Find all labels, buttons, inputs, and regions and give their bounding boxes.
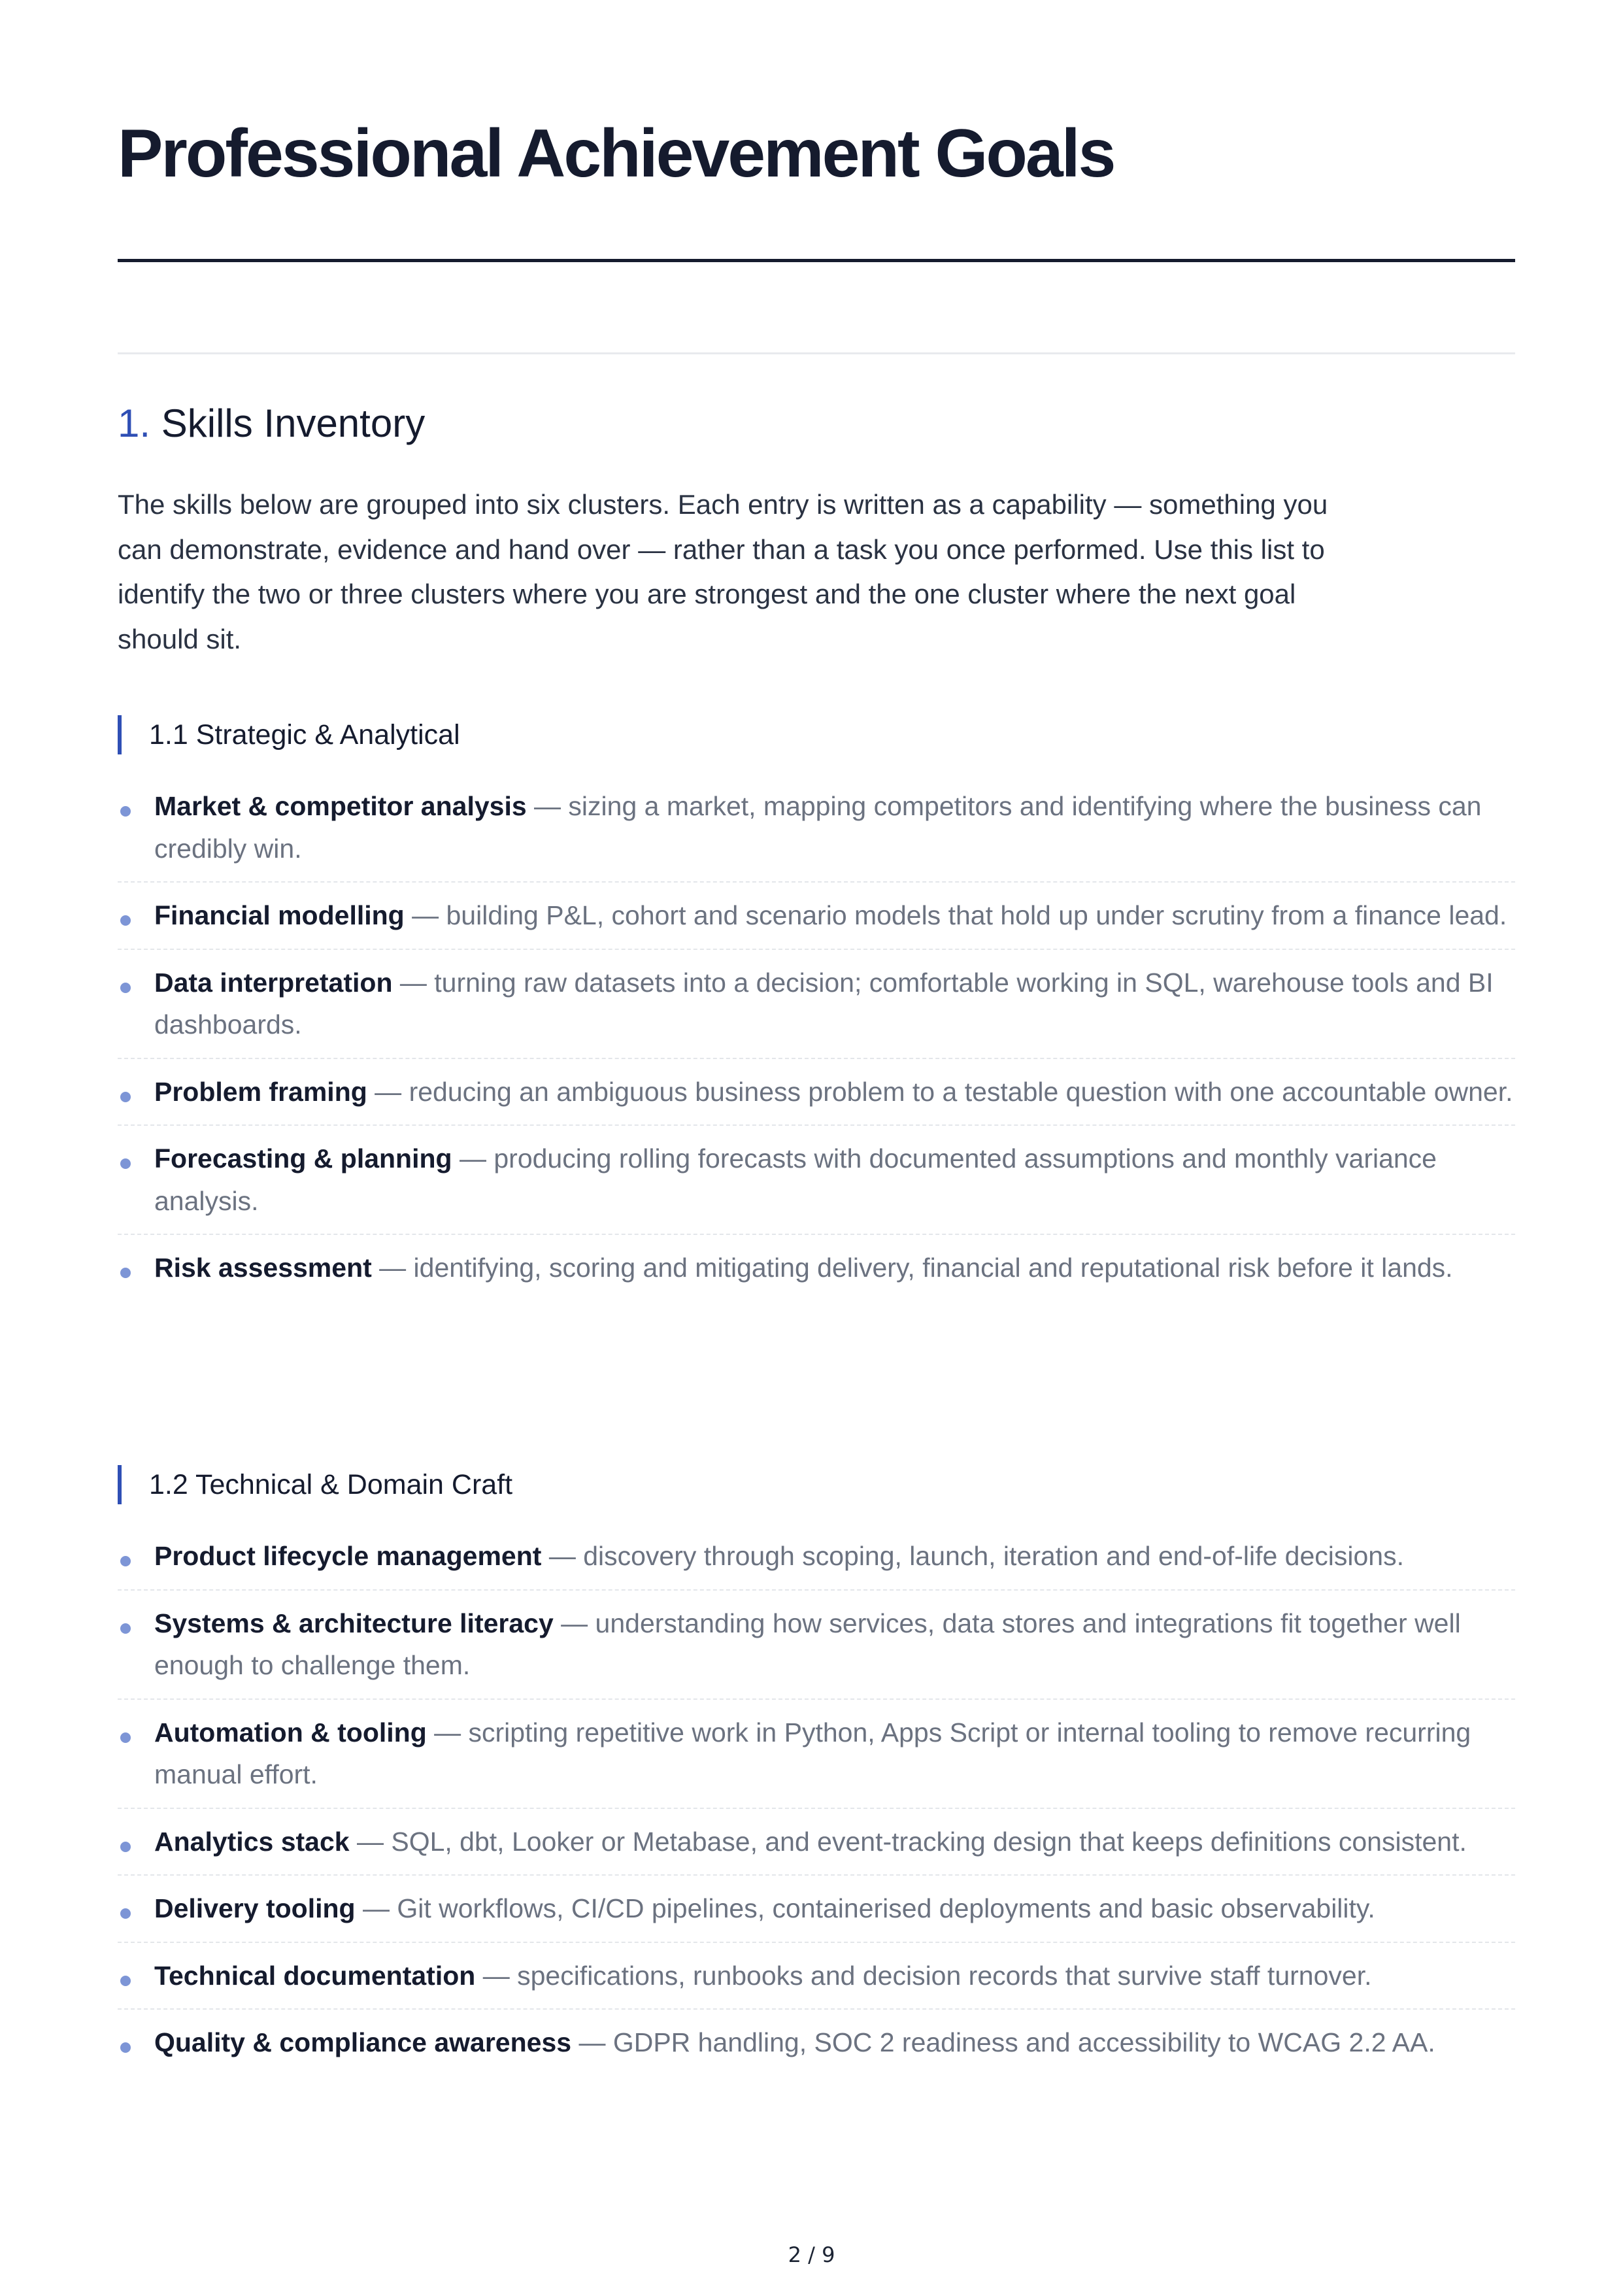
skill-name: Market & competitor analysis <box>154 791 527 821</box>
title-divider <box>118 259 1515 262</box>
skill-name: Data interpretation <box>154 967 393 998</box>
bullet-icon <box>120 1976 131 1986</box>
bullet-icon <box>120 1268 131 1278</box>
skill-item <box>118 1809 1515 1876</box>
bullet-icon <box>120 1556 131 1566</box>
skill-name: Problem framing <box>154 1076 367 1107</box>
skill-description: — discovery through scoping, launch, iteration and end-of-life decisions. <box>541 1541 1404 1571</box>
bullet-icon <box>120 915 131 926</box>
section-intro: The skills below are grouped into six clusters. Each entry is written as a capability — something you can demonstrate, evidence and hand over — rather than a task you once performed. Use this list to identify the two or three clusters where you are strongest and the one cluster where the next goal should sit. <box>118 489 1328 654</box>
skill-description: — identifying, scoring and mitigating delivery, financial and reputational risk before it lands. <box>371 1253 1453 1283</box>
skill-item <box>118 1591 1515 1700</box>
skill-item <box>118 2010 1515 2076</box>
skill-description: — understanding how services, data stores and integrations fit together well enough to challenge them. <box>154 1608 1461 1680</box>
skill-description: — sizing a market, mapping competitors and identifying where the business can credibly win. <box>154 791 1482 864</box>
skill-item <box>118 950 1515 1059</box>
skill-item <box>118 1700 1515 1809</box>
cluster-heading-strategic: 1.1 Strategic & Analytical <box>118 715 460 754</box>
skill-description: — producing rolling forecasts with documented assumptions and monthly variance analysis. <box>154 1143 1437 1216</box>
section-divider <box>118 352 1515 354</box>
skill-item <box>118 1059 1515 1126</box>
skill-list-strategic <box>118 773 1515 1301</box>
bullet-icon <box>120 1623 131 1634</box>
skill-item <box>118 1943 1515 2010</box>
skill-item <box>118 773 1515 883</box>
section-title: Skills Inventory <box>161 401 426 445</box>
skill-item <box>118 1126 1515 1235</box>
skill-description: — Git workflows, CI/CD pipelines, containerised deployments and basic observability. <box>355 1893 1375 1923</box>
skill-description: — SQL, dbt, Looker or Metabase, and event-tracking design that keeps definitions consistent. <box>349 1826 1467 1857</box>
skill-name: Quality & compliance awareness <box>154 2027 572 2057</box>
bullet-icon <box>120 1908 131 1919</box>
bullet-icon <box>120 806 131 817</box>
skill-name: Analytics stack <box>154 1826 350 1857</box>
skill-description: — specifications, runbooks and decision records that survive staff turnover. <box>475 1960 1372 1991</box>
skill-description: — reducing an ambiguous business problem to a testable question with one accountable owner. <box>367 1076 1513 1107</box>
bullet-icon <box>120 983 131 993</box>
skill-item <box>118 1523 1515 1591</box>
skill-name: Delivery tooling <box>154 1893 356 1923</box>
bullet-icon <box>120 1158 131 1169</box>
section-number: 1. <box>118 401 151 445</box>
page-number: 2 / 9 <box>788 2242 835 2267</box>
bullet-icon <box>120 1732 131 1743</box>
skill-name: Risk assessment <box>154 1253 372 1283</box>
skill-item <box>118 883 1515 950</box>
section-heading <box>118 400 425 447</box>
cluster-heading-technical: 1.2 Technical & Domain Craft <box>118 1465 512 1504</box>
skill-item <box>118 1876 1515 1943</box>
skill-name: Financial modelling <box>154 900 405 930</box>
skill-name: Product lifecycle management <box>154 1541 542 1571</box>
skill-name: Systems & architecture literacy <box>154 1608 554 1638</box>
skill-description: — scripting repetitive work in Python, Apps Script or internal tooling to remove recurring manual effort. <box>154 1717 1471 1789</box>
document-title: Professional Achievement Goals <box>118 116 1114 192</box>
bullet-icon <box>120 2042 131 2053</box>
bullet-icon <box>120 1092 131 1102</box>
skill-name: Forecasting & planning <box>154 1143 452 1173</box>
skill-description: — turning raw datasets into a decision; comfortable working in SQL, warehouse tools and BI dashboards. <box>154 967 1494 1039</box>
skill-description: — building P&L, cohort and scenario models that hold up under scrutiny from a finance lead. <box>404 900 1507 930</box>
skill-name: Automation & tooling <box>154 1717 427 1747</box>
skill-description: — GDPR handling, SOC 2 readiness and accessibility to WCAG 2.2 AA. <box>571 2027 1435 2057</box>
skill-name: Technical documentation <box>154 1960 476 1991</box>
bullet-icon <box>120 1842 131 1852</box>
skill-item <box>118 1235 1515 1301</box>
skill-list-technical <box>118 1523 1515 2076</box>
